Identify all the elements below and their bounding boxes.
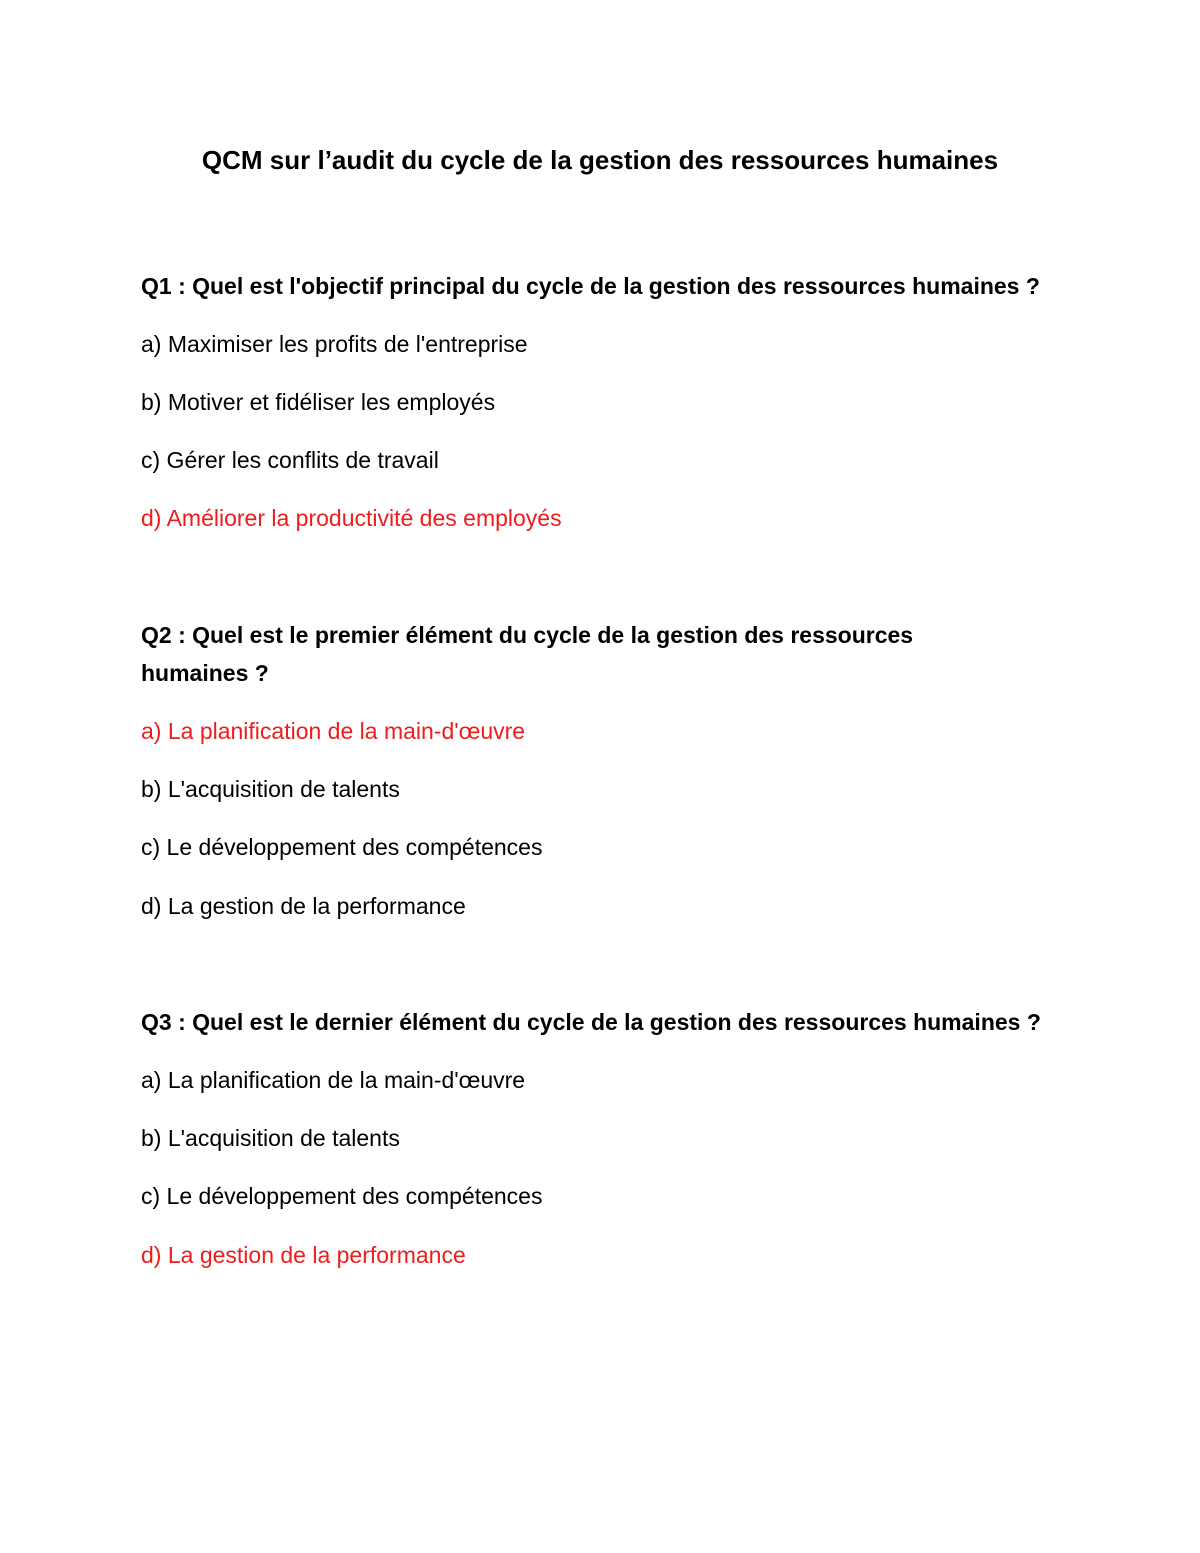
question-1: Q1 : Quel est l'objectif principal du cycle de la gestion des ressources humaines ?: [141, 273, 1040, 299]
q1-option-d-correct: d) Améliorer la productivité des employés: [141, 505, 562, 531]
q3-option-c: c) Le développement des compétences: [141, 1183, 543, 1209]
q2-option-a-correct: a) La planification de la main-d'œuvre: [141, 718, 526, 744]
q2-option-b: b) L'acquisition de talents: [141, 776, 400, 802]
q1-option-b: b) Motiver et fidéliser les employés: [141, 389, 496, 415]
question-2-line-2: humaines ?: [141, 660, 269, 686]
q1-option-c: c) Gérer les conflits de travail: [141, 447, 439, 473]
document-title: QCM sur l’audit du cycle de la gestion des ressources humaines: [201, 145, 999, 175]
question-3: Q3 : Quel est le dernier élément du cycle de la gestion des ressources humaines ?: [141, 1009, 1041, 1035]
q2-option-c: c) Le développement des compétences: [141, 834, 543, 860]
question-2-line-1: Q2 : Quel est le premier élément du cycle de la gestion des ressources: [141, 622, 914, 648]
q1-option-a: a) Maximiser les profits de l'entreprise: [141, 331, 528, 357]
q2-option-d: d) La gestion de la performance: [141, 893, 466, 919]
q3-option-a: a) La planification de la main-d'œuvre: [141, 1067, 526, 1093]
q3-option-b: b) L'acquisition de talents: [141, 1125, 400, 1151]
q3-option-d-correct: d) La gestion de la performance: [141, 1242, 466, 1268]
